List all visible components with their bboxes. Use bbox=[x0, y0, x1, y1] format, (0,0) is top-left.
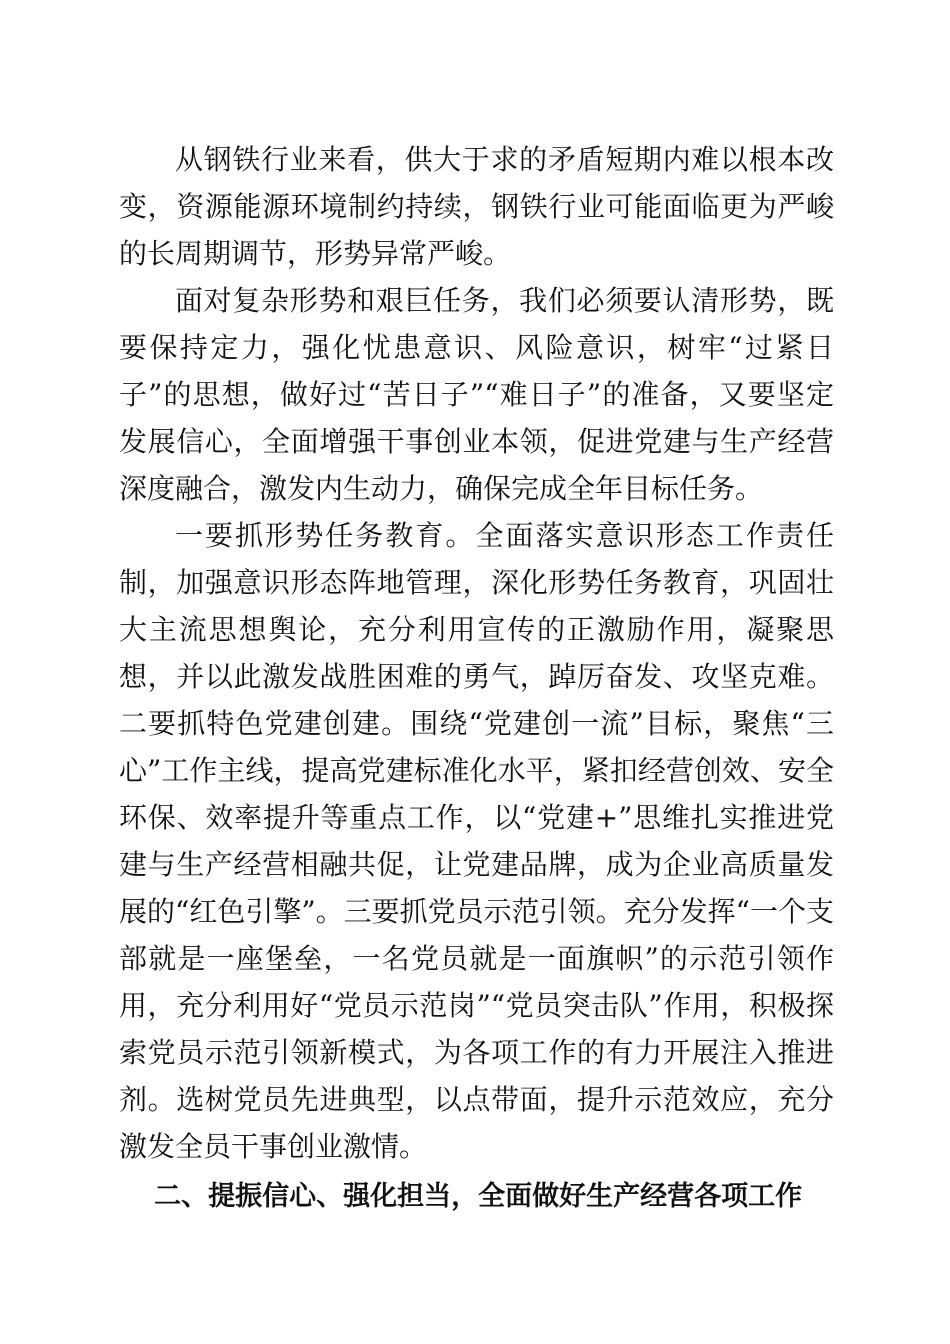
section-heading: 二、提振信心、强化担当，全面做好生产经营各项工作 bbox=[154, 1181, 803, 1212]
document-body bbox=[119, 136, 834, 1220]
paragraph-situation-tasks: 面对复杂形势和艰巨任务，我们必须要认清形势，既要保持定力，强化忧患意识、风险意识，树牢“过紧日子”的思想，做好过“苦日子”“难日子”的准备，又要坚定发展信心，全面增强干事创业本领，促进党建与生产经营深度融合，激发内生动力，确保完成全年目标任务。 bbox=[119, 284, 834, 505]
paragraph-steel-industry: 从钢铁行业来看，供大于求的矛盾短期内难以根本改变，资源能源环境制约持续，钢铁行业可能面临更为严峻的长周期调节，形势异常严峻。 bbox=[119, 143, 834, 270]
paragraph-party-building-measures: 一要抓形势任务教育。全面落实意识形态工作责任制，加强意识形态阵地管理，深化形势任务教育，巩固壮大主流思想舆论，充分利用宣传的正激励作用，凝聚思想，并以此激发战胜困难的勇气，踔厉奋发、攻坚克难。二要抓特色党建创建。围绕“党建创一流”目标，聚焦“三心”工作主线，提高党建标准化水平，紧扣经营创效、安全环保、效率提升等重点工作，以“党建+”思维扎实推进党建与生产经营相融共促，让党建品牌，成为企业高质量发展的“红色引擎”。三要抓党员示范引领。充分发挥“一个支部就是一座堡垒，一名党员就是一面旗帜”的示范引领作用，充分利用好“党员示范岗”“党员突击队”作用，积极探索党员示范引领新模式，为各项工作的有力开展注入推进剂。选树党员先进典型，以点带面，提升示范效应，充分激发全员干事创业激情。 bbox=[119, 519, 834, 1163]
